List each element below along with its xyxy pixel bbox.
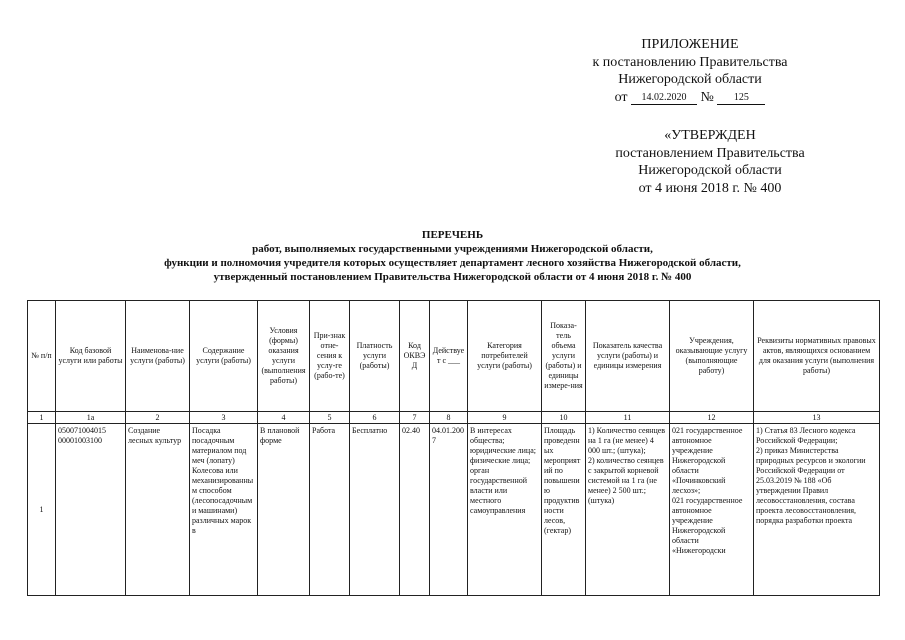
header-cell: Показатель качества услуги (работы) и единицы измерения (586, 301, 670, 412)
column-number: 8 (430, 412, 468, 424)
header-cell: Учреждения, оказывающие услугу (выполняющие работу) (670, 301, 754, 412)
column-number-row (28, 412, 880, 424)
title-line-1: ПЕРЕЧЕНЬ (421, 229, 484, 241)
header-cell: Код базовой услуги или работы (56, 301, 126, 412)
service-payment: Бесплатно (350, 424, 400, 596)
decree-number: 125 (717, 92, 765, 105)
service-type: Работа (310, 424, 350, 596)
row-number: 1 (28, 424, 56, 596)
title-line-4: утвержденный постановлением Правительства Нижегородской области от 4 июня 2018 г. № 400 (213, 271, 692, 283)
works-table (27, 300, 880, 596)
document-title (0, 228, 905, 284)
approval-line-1: «УТВЕРЖДЕН (664, 128, 756, 143)
column-number: 9 (468, 412, 542, 424)
header-cell: Код ОКВЭД (400, 301, 430, 412)
approval-line-2: постановлением Правительства (615, 145, 805, 161)
column-number: 1 (28, 412, 56, 424)
header-cell: Реквизиты нормативных правовых актов, являющихся основанием для оказания услуги (выполнения работы) (754, 301, 880, 412)
header-cell: При-знак отне-сения к услу-ге (рабо-те) (310, 301, 350, 412)
header-cell: Содержание услуги (работы) (190, 301, 258, 412)
header-cell: Показа-тель объема услуги (работы) и единицы измере-ния (542, 301, 586, 412)
header-cell: Платность услуги (работы) (350, 301, 400, 412)
institutions: 021 государственное автономное учреждение Нижегородской области «Починковский лесхоз»; 021 государственное автономное учреждение Нижегородской области «Нижегородски (670, 424, 754, 596)
effective-date: 04.01.2007 (430, 424, 468, 596)
volume-indicator: Площадь проведенных мероприятий по повышению продуктивности лесов, (гектар) (542, 424, 586, 596)
table-row (28, 424, 880, 596)
number-label: № (700, 89, 714, 105)
column-number: 1а (56, 412, 126, 424)
approval-line-3: Нижегородской области (638, 163, 782, 178)
table-header-row (28, 301, 880, 412)
column-number: 12 (670, 412, 754, 424)
appendix-title: ПРИЛОЖЕНИЕ (641, 37, 739, 52)
header-cell: Условия (формы) оказания услуги (выполнения работы) (258, 301, 310, 412)
service-code: 050071004015 00001003100 (56, 424, 126, 596)
header-cell: Действует с ___ (430, 301, 468, 412)
appendix-date-line (560, 89, 820, 107)
header-cell: № п/п (28, 301, 56, 412)
column-number: 6 (350, 412, 400, 424)
column-number: 4 (258, 412, 310, 424)
appendix-line-2: Нижегородской области (618, 72, 762, 87)
okved-code: 02.40 (400, 424, 430, 596)
column-number: 3 (190, 412, 258, 424)
title-line-3: функции и полномочия учредителя которых осуществляет департамент лесного хозяйства Нижегородской области, (164, 257, 741, 269)
column-number: 10 (542, 412, 586, 424)
quality-indicator: 1) Количество сеянцев на 1 га (не менее) 4 000 шт.; (штука); 2) количество сеянцев с закрытой корневой системой на 1 га (не менее) 2 500 шт.; (штука) (586, 424, 670, 596)
consumer-category: В интересах общества; юридические лица; физические лица; орган государственной власти или местного самоуправления (468, 424, 542, 596)
service-conditions: В плановой форме (258, 424, 310, 596)
service-content: Посадка посадочным материалом под меч (лопату) Колесова или механизированным способом (лесопосадочными машинами) различных марок в (190, 424, 258, 596)
header-cell: Наименова-ние услуги (работы) (126, 301, 190, 412)
column-number: 11 (586, 412, 670, 424)
column-number: 13 (754, 412, 880, 424)
header-cell: Категория потребителей услуги (работы) (468, 301, 542, 412)
column-number: 7 (400, 412, 430, 424)
service-name: Создание лесных культур (126, 424, 190, 596)
appendix-line-1: к постановлению Правительства (592, 54, 788, 70)
appendix-block (560, 36, 820, 106)
approval-block (560, 127, 860, 197)
title-line-2: работ, выполняемых государственными учреждениями Нижегородской области, (252, 243, 653, 255)
column-number: 5 (310, 412, 350, 424)
decree-date: 14.02.2020 (631, 92, 697, 105)
column-number: 2 (126, 412, 190, 424)
approval-line-4: от 4 июня 2018 г. № 400 (638, 180, 782, 196)
legal-acts: 1) Статья 83 Лесного кодекса Российской Федерации; 2) приказ Министерства природных ресурсов и экологии Российской Федерации от 25.03.2019 № 188 «Об утверждении Правил лесовосстановления, состава проекта лесовосстановления, порядка разработки проекта (754, 424, 880, 596)
from-label: от (614, 89, 628, 105)
